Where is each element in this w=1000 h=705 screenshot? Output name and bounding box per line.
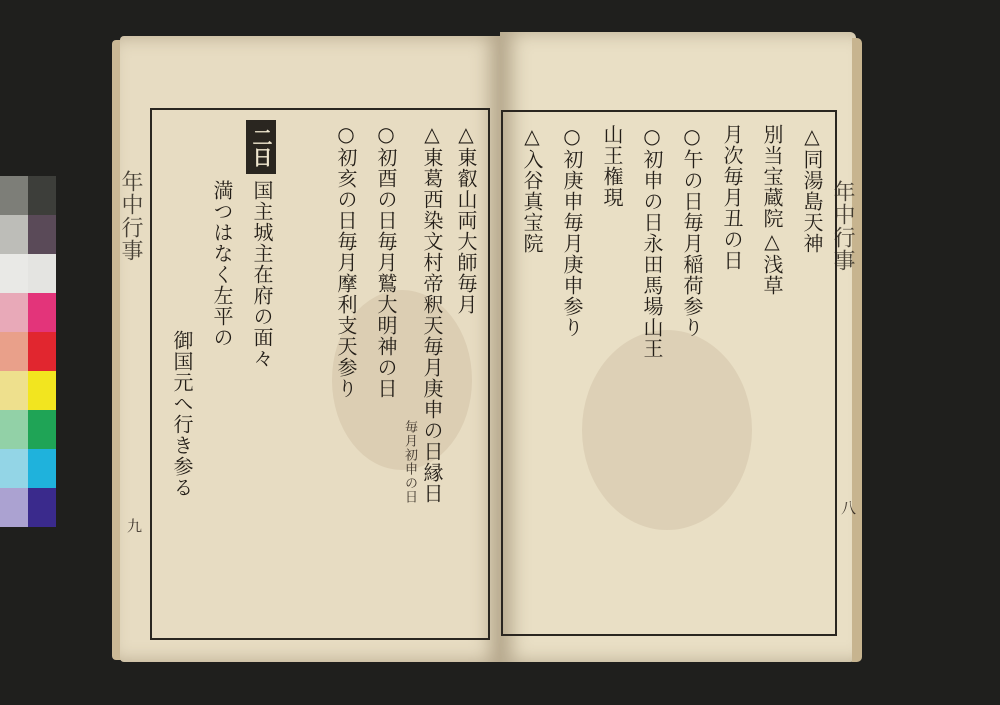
color-patch [28,215,56,254]
color-checker-strip [0,176,56,528]
right-text-column: ○初申の日永田馬場山王 [640,124,664,359]
color-patch [28,176,56,215]
color-patch [28,371,56,410]
right-text-column: △同湯島天神 [800,124,824,254]
left-text-column: ○初亥の日毎月摩利支天参り [334,122,358,399]
color-patch [28,293,56,332]
date-box-label: 二日 [246,120,276,174]
color-patch [0,215,28,254]
right-text-column: 別当宝蔵院△浅草 [760,124,784,296]
color-patch [0,254,28,293]
right-text-column: 山王権現 [600,124,624,208]
left-text-column: 国主城主在府の面々 [250,180,274,369]
left-text-column: ○初酉の日毎月鷲大明神の日 [374,122,398,399]
left-margin-title: 年中行事 [118,170,143,262]
right-text-column: ○午の日毎月稲荷参り [680,124,704,338]
left-page-number: 九 [125,518,143,534]
right-margin-title: 年中行事 [830,180,855,272]
left-text-column: △東叡山両大師毎月 [454,122,478,315]
right-page-number: 八 [839,500,857,516]
color-patch [0,176,28,215]
color-patch [28,332,56,371]
left-text-column: 満つはなく左平の [210,180,234,348]
page-edge-right [852,38,862,662]
right-text-column: ○初庚申毎月庚申参り [560,124,584,338]
color-patch [0,332,28,371]
color-patch [28,488,56,527]
right-text-frame [501,110,837,636]
color-patch [28,410,56,449]
left-text-column: 御国元へ行き参る [170,330,194,498]
color-patch [0,488,28,527]
left-text-annotation: 毎月初申の日 [402,420,417,504]
right-text-column: 月次毎月丑の日 [720,124,744,271]
color-patch [28,254,56,293]
open-book [112,30,862,670]
color-patch [0,449,28,488]
color-patch [28,449,56,488]
color-patch [0,371,28,410]
color-patch [0,410,28,449]
left-text-column: △東葛西染文村帝釈天毎月庚申の日縁日 [420,122,444,504]
color-patch [0,293,28,332]
right-text-column: △入谷真宝院 [520,124,544,254]
